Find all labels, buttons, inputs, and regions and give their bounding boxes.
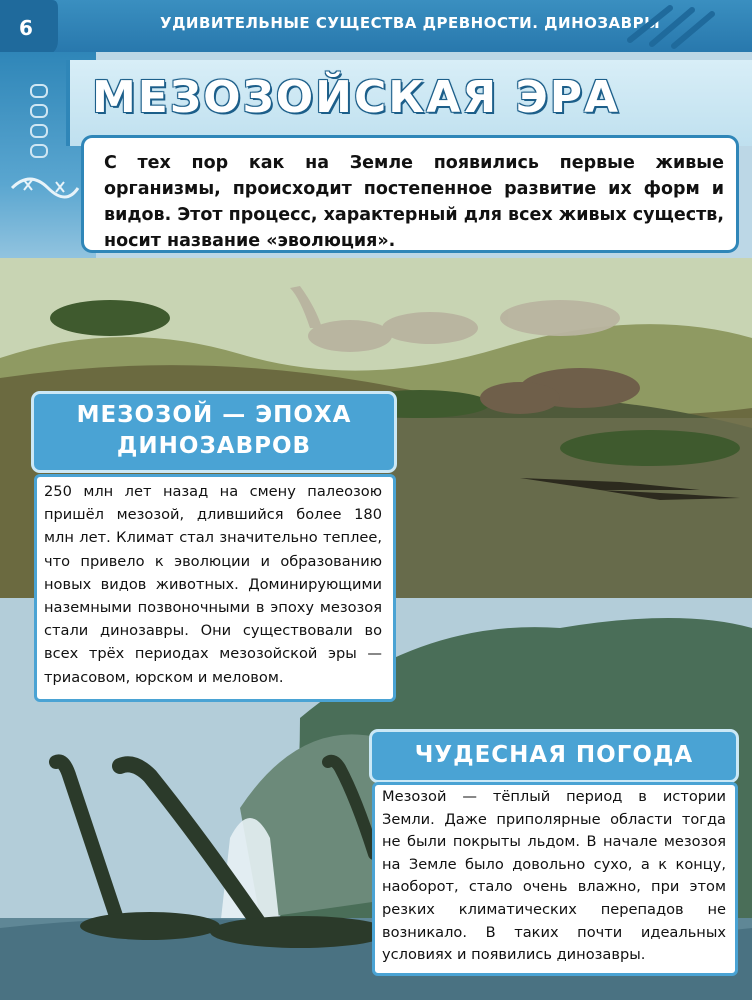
section1-text: 250 млн лет назад на смену палеозою пришёл мезозой, длившийся более 180 млн лет. Климат стал значительно теплее, что привело к эволюции и образованию новых видов животных. Доминирующими наземными позвоночными в эпоху мезозоя стали динозавры. Они существовали во всех трёх периодах мезозойской эры — триасовом, юрском и меловом. (44, 483, 382, 686)
section1-heading-line2: ДИНОЗАВРОВ (116, 433, 312, 459)
claw-scratch-icon (600, 0, 752, 52)
running-head: УДИВИТЕЛЬНЫЕ СУЩЕСТВА ДРЕВНОСТИ. ДИНОЗАВРЫ (160, 14, 661, 32)
section2-heading: ЧУДЕСНАЯ ПОГОДА (414, 742, 694, 768)
page-title: МЕЗОЗОЙСКАЯ ЭРА (92, 72, 621, 123)
section1-heading (34, 400, 394, 462)
section2-text: Мезозой — тёплый период в истории Земли. Даже приполярные области тогда не были покрыты льдом. В начале мезозоя на Земле было довольно сухо, а к концу, наоборот, стало очень влажно, при этом резких климатических перепадов не возникало. В таких почти идеальных условиях и появились динозавры. (382, 788, 726, 964)
section1-heading-line1: МЕЗОЗОЙ — ЭПОХА (76, 402, 352, 428)
page-number: 6 (19, 16, 33, 40)
barbed-wire-icon (10, 168, 80, 208)
intro-text: С тех пор как на Земле появились первые живые организмы, происходит постепенное развитие их форм и видов. Этот процесс, характерный для всех живых существ, носит название «эволюция». (104, 153, 724, 251)
